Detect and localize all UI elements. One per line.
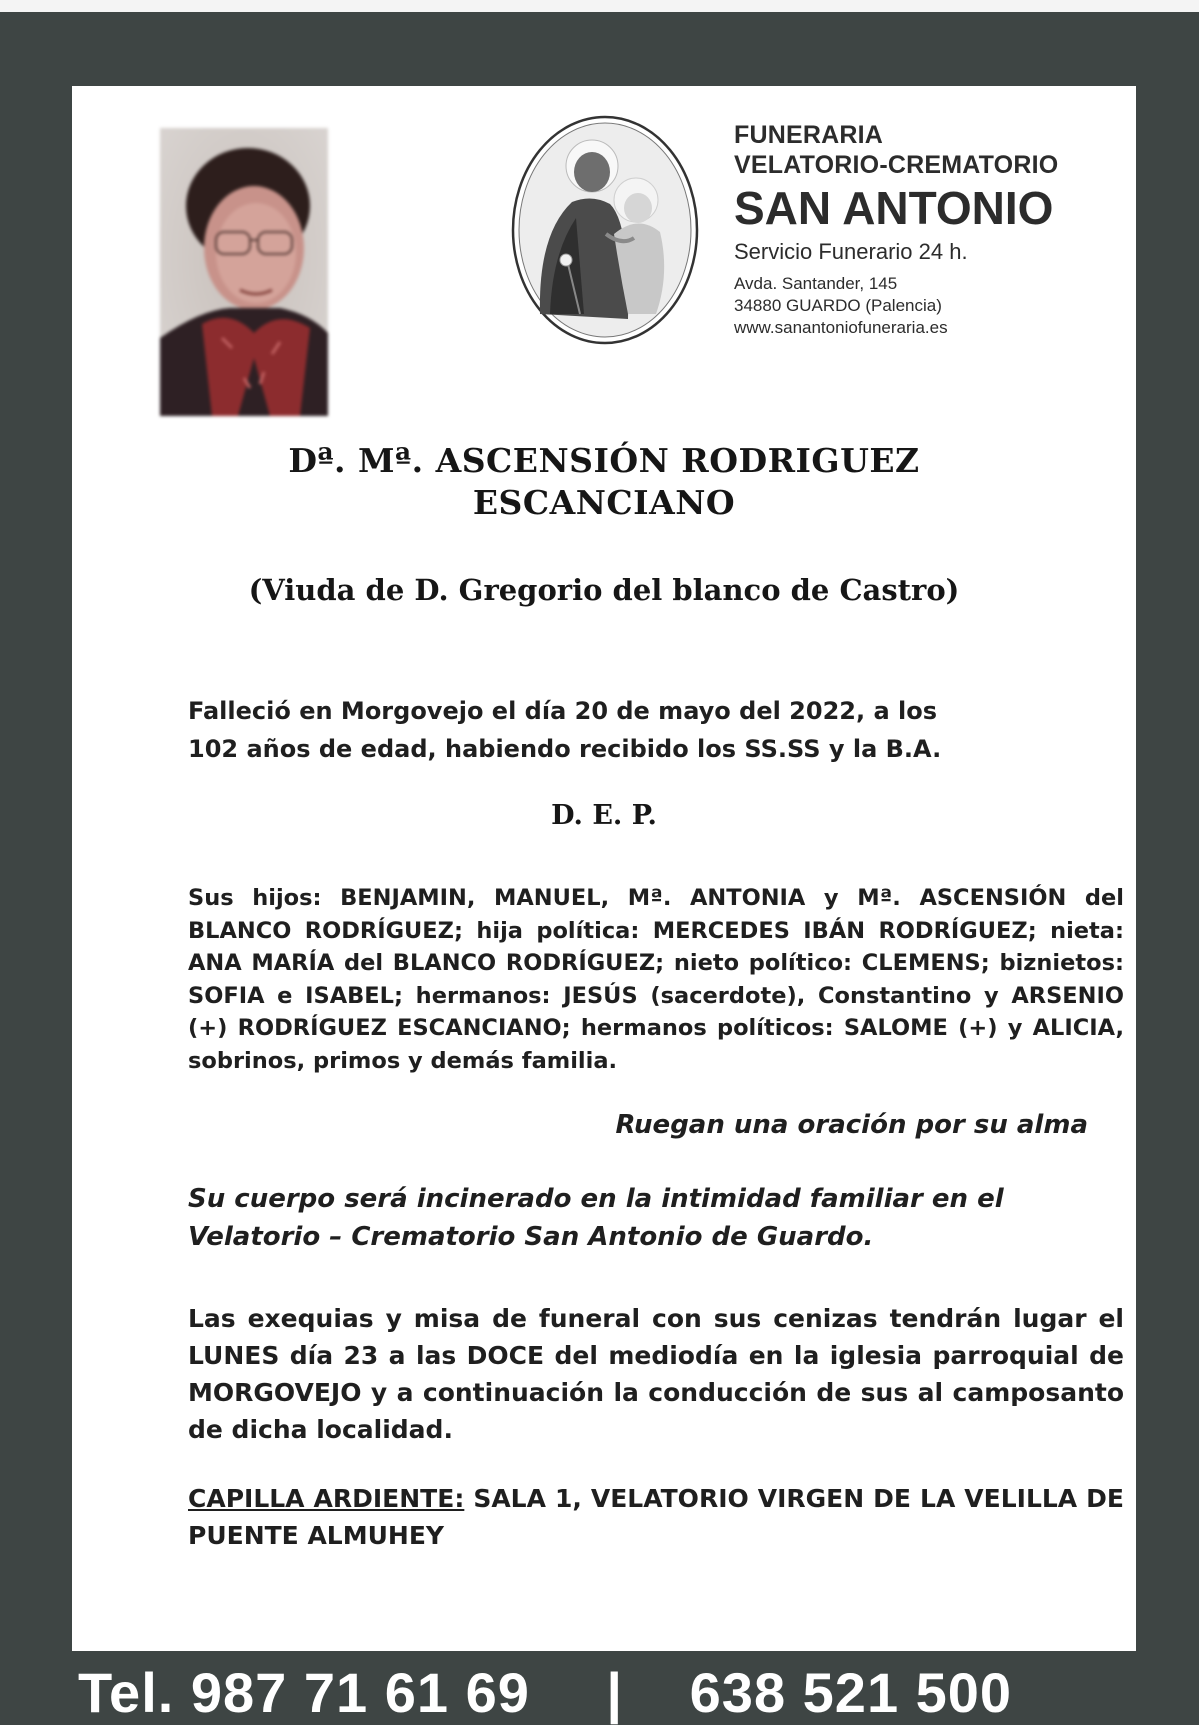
tel-label: Tel.: [78, 1661, 175, 1724]
header-line-funeraria: FUNERARIA: [734, 121, 884, 149]
obituary-card: [72, 86, 1136, 1651]
phone-number-2[interactable]: 638 521 500: [689, 1661, 1013, 1724]
family-list: Sus hijos: BENJAMIN, MANUEL, Mª. ANTONIA y Mª. ASCENSIÓN del BLANCO RODRÍGUEZ; hija política: MERCEDES IBÁN RODRÍGUEZ; nieta: ANA MARÍA del BLANCO RODRÍGUEZ; nieto político: CLEMENS; biznietos: SOFIA e ISABEL; hermanos: JESÚS (sacerdote), Constantino y ARSENIO (+) RODRÍGUEZ ESCANCIANO; hermanos políticos: SALOME (+) y ALICIA, sobrinos, primos y demás familia.: [188, 885, 1124, 1074]
portrait-photo: [160, 128, 328, 416]
prayer-request: Ruegan una oración por su alma: [615, 1110, 1088, 1140]
chapel-location: SALA 1, VELATORIO VIRGEN DE LA VELILLA DE PUENTE ALMUHEY: [188, 1484, 1124, 1550]
phone-number-1[interactable]: 987 71 61 69: [190, 1661, 530, 1724]
brand-name: SAN ANTONIO: [734, 182, 1054, 234]
website-link[interactable]: www.sanantoniofuneraria.es: [734, 318, 948, 337]
address-street: Avda. Santander, 145: [734, 274, 898, 293]
cremation-notice: [188, 1180, 1088, 1256]
chapel-label: CAPILLA ARDIENTE:: [188, 1484, 465, 1513]
deceased-name: [72, 440, 1136, 524]
chapel-notice: [188, 1480, 1124, 1554]
rip-abbreviation: D. E. P.: [551, 800, 657, 831]
cremation-notice-line2: Velatorio – Crematorio San Antonio de Guardo.: [188, 1222, 874, 1252]
funeraria-header: [734, 120, 1058, 339]
phone-footer: [78, 1660, 1012, 1725]
service-hours: Servicio Funerario 24 h.: [734, 239, 968, 264]
death-notice-line2: 102 años de edad, habiendo recibido los SS.SS y la B.A.: [188, 735, 942, 763]
death-notice-line1: Falleció en Morgovejo el día 20 de mayo del 2022, a los: [188, 697, 937, 725]
widow-of: (Viuda de D. Gregorio del blanco de Castro): [248, 573, 960, 607]
address-city: 34880 GUARDO (Palencia): [734, 296, 942, 315]
death-notice: [188, 692, 1038, 768]
phone-separator: |: [606, 1661, 624, 1724]
header-line-velatorio: VELATORIO-CREMATORIO: [734, 151, 1059, 179]
cremation-notice-line1: Su cuerpo será incinerado en la intimidad familiar en el: [188, 1184, 1004, 1214]
scan-edge: [0, 0, 1199, 12]
saint-anthony-medallion: [510, 114, 700, 346]
deceased-name-line1: Dª. Mª. ASCENSIÓN RODRIGUEZ: [288, 441, 920, 480]
funeral-service-notice: Las exequias y misa de funeral con sus cenizas tendrán lugar el LUNES día 23 a las DOCE del mediodía en la iglesia parroquial de MORGOVEJO y a continuación la conducción de sus al camposanto de dicha localidad.: [188, 1304, 1124, 1444]
deceased-name-line2: ESCANCIANO: [472, 483, 736, 522]
